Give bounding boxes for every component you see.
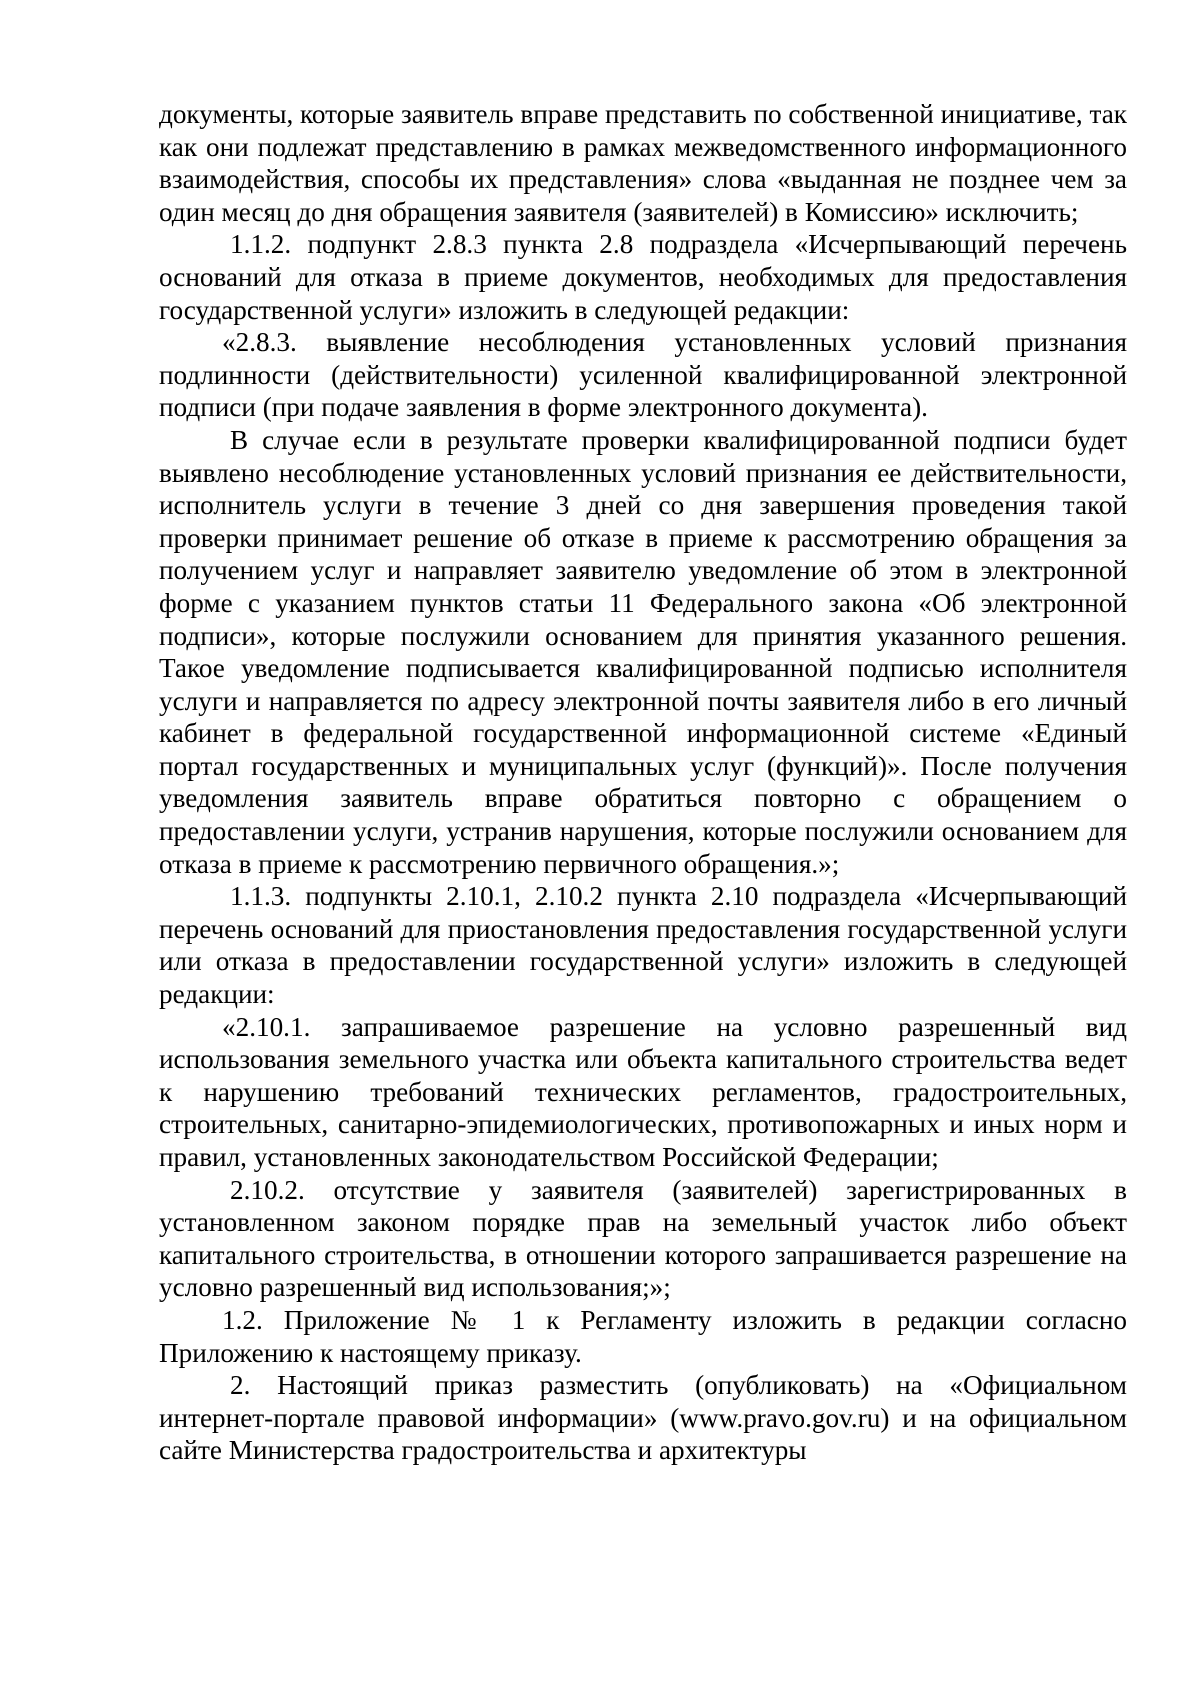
- paragraph-1-1-2: 1.1.2. подпункт 2.8.3 пункта 2.8 подраздела «Исчерпывающий перечень оснований для отказа в приеме документов, необходимых для предоставления государственной услуги» изложить в следующей редакции:: [159, 229, 1127, 325]
- paragraph-1-2: 1.2. Приложение № 1 к Регламенту изложить в редакции согласно Приложению к настоящему приказу.: [159, 1304, 1127, 1368]
- paragraph-2-8-3: «2.8.3. выявление несоблюдения установленных условий признания подлинности (действительности) усиленной квалифицированной электронной подписи (при подаче заявления в форме электронного документа).: [159, 327, 1127, 423]
- paragraph-verification: В случае если в результате проверки квалифицированной подписи будет выявлено несоблюдение установленных условий признания ее действительности, исполнитель услуги в течение 3 дней со дня завершения проведения такой проверки принимает решение об отказе в приеме к рассмотрению обращения за получением услуг и направляет заявителю уведомление об этом в электронной форме с указанием пунктов статьи 11 Федерального закона «Об электронной подписи», которые послужили основанием для принятия указанного решения. Такое уведомление подписывается квалифицированной подписью исполнителя услуги и направляется по адресу электронной почты заявителя либо в его личный кабинет в федеральной государственной информационной системе «Единый портал государственных и муниципальных услуг (функций)». После получения уведомления заявитель вправе обратиться повторно с обращением о предоставлении услуги, устранив нарушения, которые послужили основанием для отказа в приеме к рассмотрению первичного обращения.»;: [159, 424, 1127, 879]
- paragraph-2-publication: 2. Настоящий приказ разместить (опубликовать) на «Официальном интернет-портале правовой информации» (www.pravo.gov.ru) и на официальном сайте Министерства градостроительства и архитектуры: [159, 1370, 1127, 1466]
- paragraph-1-1-3: 1.1.3. подпункты 2.10.1, 2.10.2 пункта 2.10 подраздела «Исчерпывающий перечень оснований для приостановления предоставления государственной услуги или отказа в предоставлении государственной услуги» изложить в следующей редакции:: [159, 881, 1127, 1010]
- paragraph-2-10-2: 2.10.2. отсутствие у заявителя (заявителей) зарегистрированных в установленном законом порядке прав на земельный участок либо объект капитального строительства, в отношении которого запрашивается разрешение на условно разрешенный вид использования;»;: [159, 1174, 1127, 1303]
- paragraph-continuation: документы, которые заявитель вправе представить по собственной инициативе, так как они подлежат представлению в рамках межведомственного информационного взаимодействия, способы их представления» слова «выданная не позднее чем за один месяц до дня обращения заявителя (заявителей) в Комиссию» исключить;: [159, 99, 1127, 227]
- paragraph-2-10-1: «2.10.1. запрашиваемое разрешение на условно разрешенный вид использования земельного участка или объекта капитального строительства ведет к нарушению требований технических регламентов, градостроительных, строительных, санитарно-эпидемиологических, противопожарных и иных норм и правил, установленных законодательством Российской Федерации;: [159, 1011, 1127, 1172]
- document-body: [159, 98, 1127, 1467]
